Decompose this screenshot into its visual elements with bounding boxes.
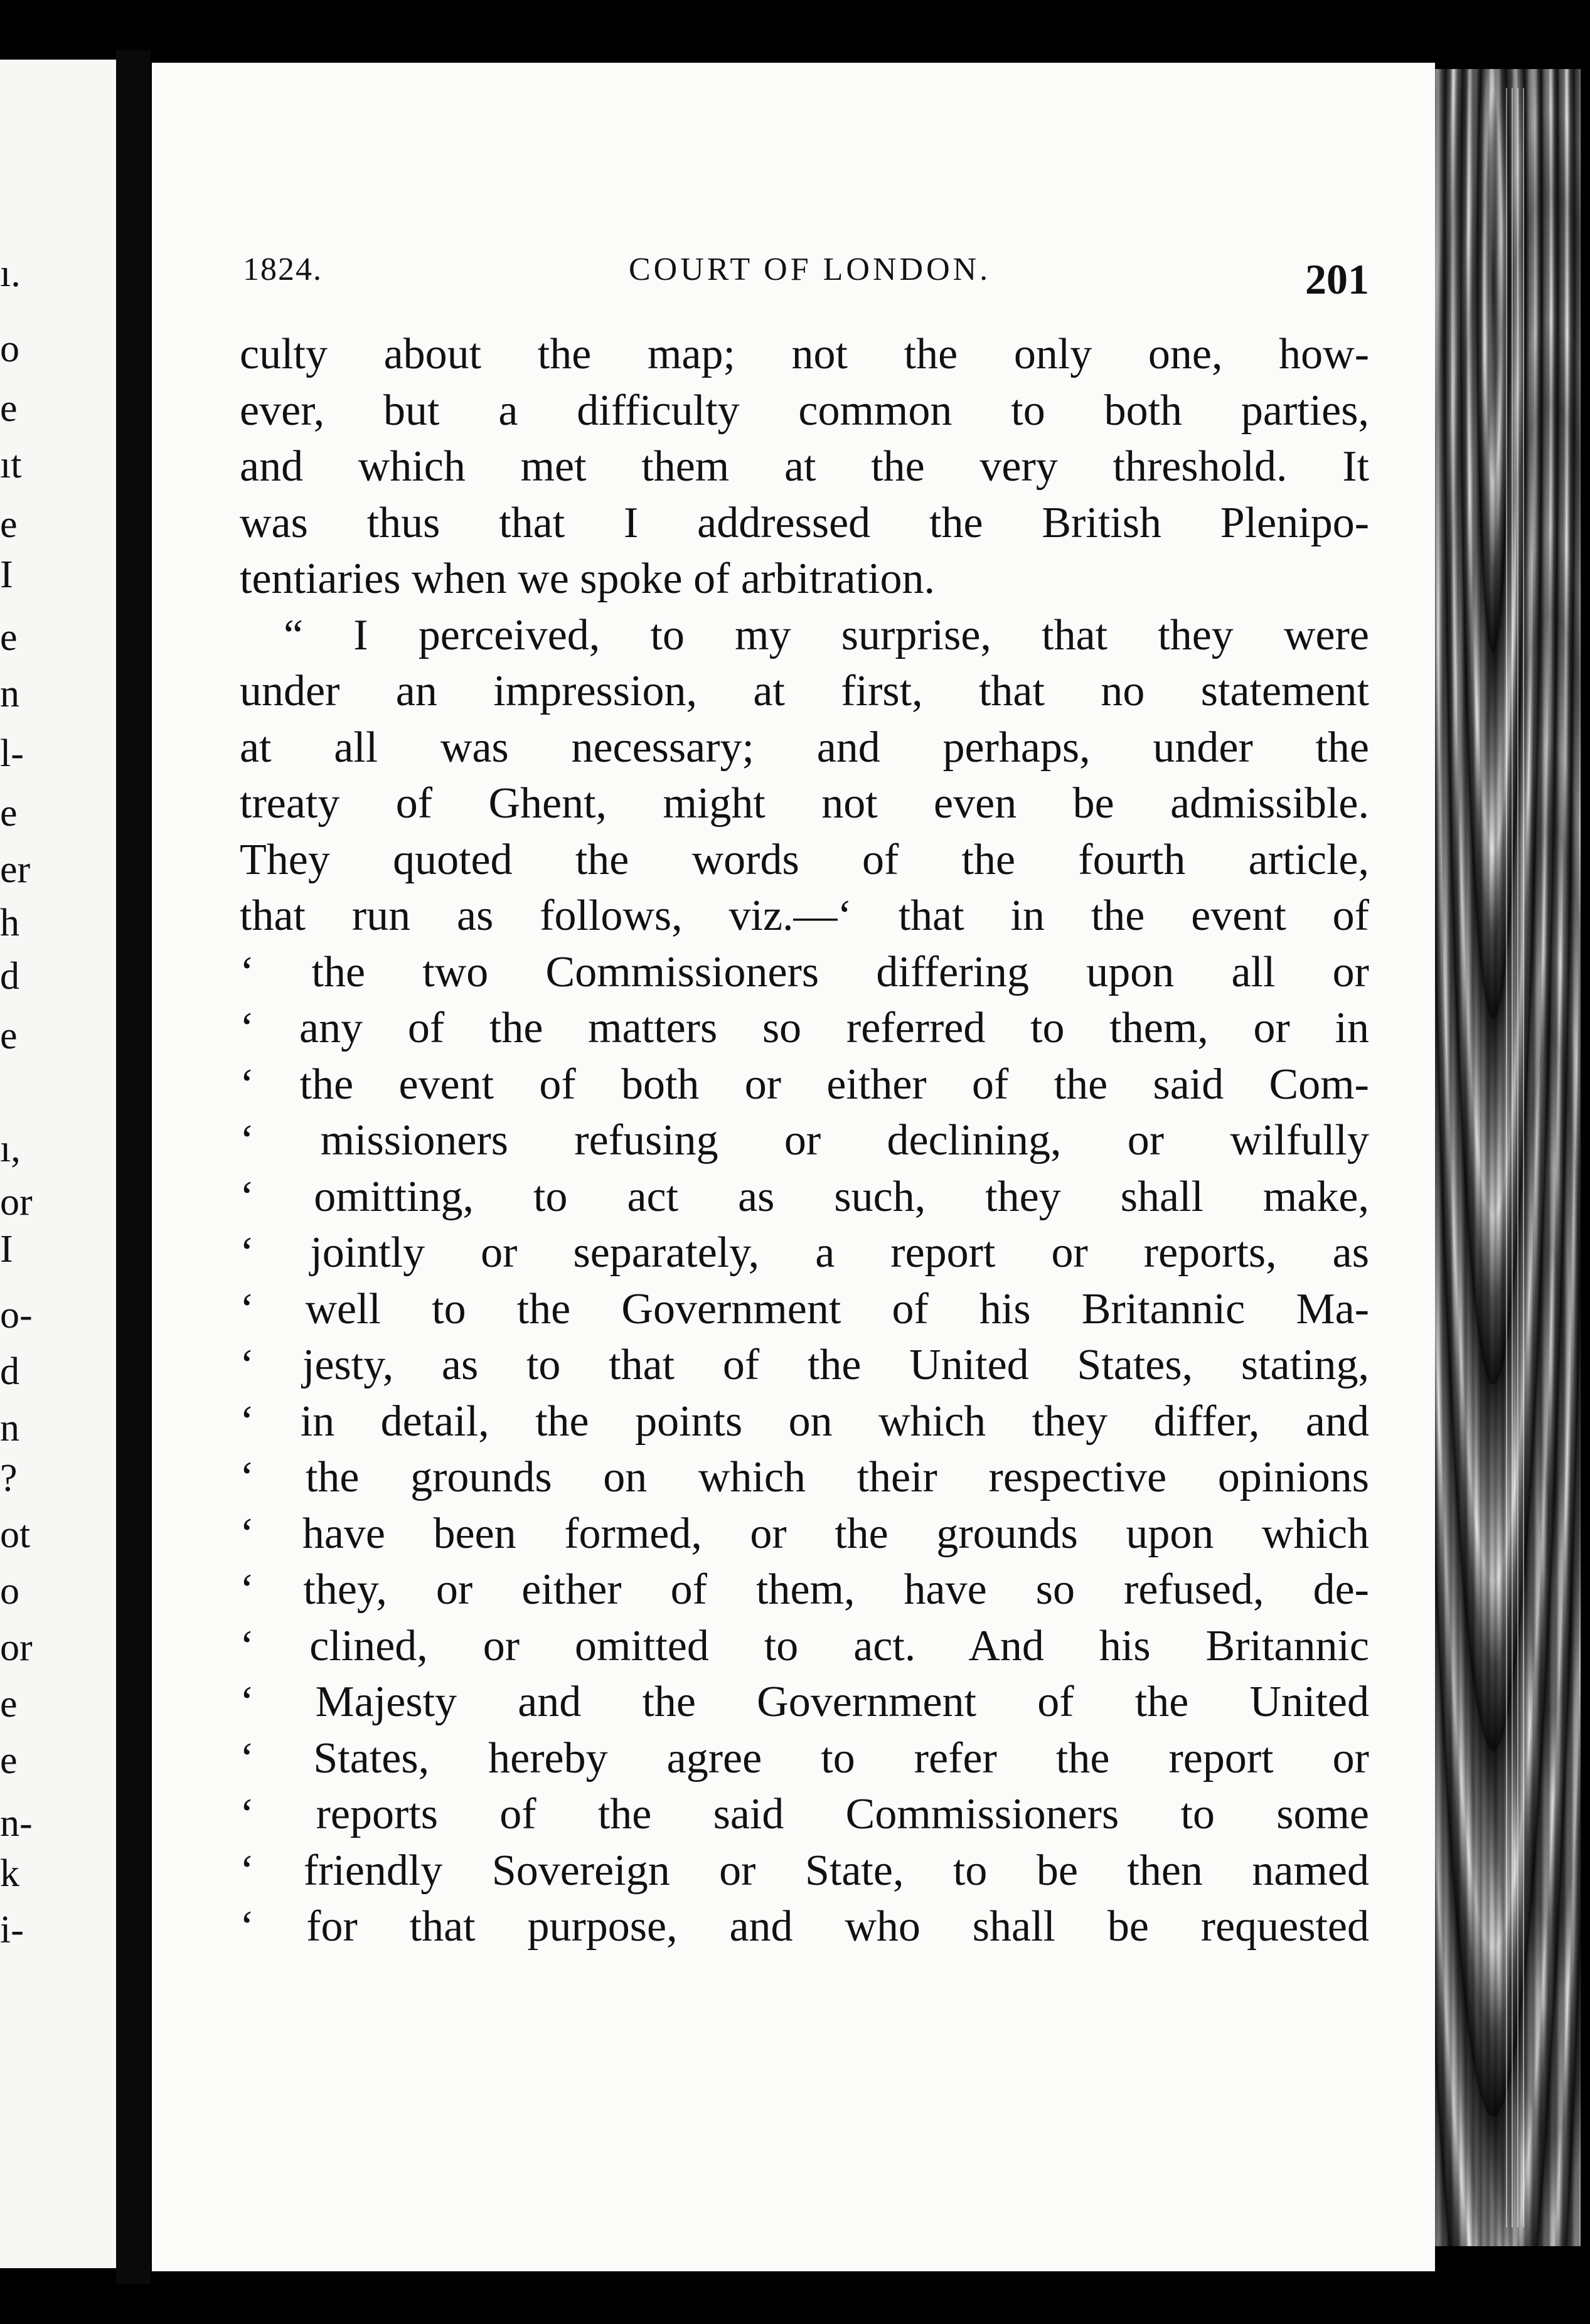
facing-page-char: n- [0,1802,33,1845]
facing-page-char: e [0,387,18,430]
facing-page-char: or [0,1181,33,1223]
book-gutter [116,50,151,2284]
text-line: ‘ any of the matters so referred to them, or in [240,1004,1369,1052]
facing-page-char: e [0,1739,18,1782]
text-line: ‘ friendly Sovereign or State, to be then named [240,1846,1369,1895]
text-line: “ I perceived, to my surprise, that they were [284,610,1369,659]
facing-page-char: o [0,328,19,370]
text-line: ‘ States, hereby agree to refer the report or [240,1734,1369,1783]
text-line: ‘ the event of both or either of the said Com- [240,1060,1369,1109]
facing-page-char: ı. [0,252,21,295]
facing-page-char: e [0,616,18,659]
facing-page-char: i- [0,1909,24,1951]
running-title: COURT OF LONDON. [629,252,991,287]
facing-page-char: I [0,553,13,596]
text-line: ‘ the grounds on which their respective opinions [240,1453,1369,1501]
text-line: ‘ have been formed, or the grounds upon which [240,1509,1369,1558]
text-line: ever, but a difficulty common to both parties, [240,386,1369,435]
page-stack-lines [1506,88,1525,2227]
text-line: ‘ in detail, the points on which they differ, and [240,1397,1369,1446]
text-line: ‘ Majesty and the Government of the United [240,1678,1369,1726]
text-line: ‘ omitting, to act as such, they shall make, [240,1172,1369,1221]
text-line: culty about the map; not the only one, how- [240,330,1369,378]
text-line: They quoted the words of the fourth article, [240,835,1369,884]
facing-page-char: n [0,673,19,715]
text-line: ‘ well to the Government of his Britannic Ma- [240,1284,1369,1333]
facing-page-edge [0,60,116,2268]
facing-page-char: o- [0,1294,33,1336]
facing-page-char: I [0,1228,13,1271]
facing-page-char: l- [0,732,24,775]
header-year: 1824. [243,252,323,287]
facing-page-char: d [0,1350,19,1393]
text-line: ‘ missioners refusing or declining, or wilfully [240,1116,1369,1165]
facing-page-char: e [0,792,18,834]
facing-page-char: er [0,848,31,891]
text-line: tentiaries when we spoke of arbitration. [240,555,935,603]
text-line: under an impression, at first, that no statement [240,667,1369,715]
facing-page-char: ot [0,1513,31,1556]
text-line: ‘ they, or either of them, have so refused, de- [240,1565,1369,1614]
facing-page-char: d [0,955,19,998]
text-line: and which met them at the very threshold. It [240,442,1369,491]
text-line: treaty of Ghent, might not even be admissible. [240,779,1369,828]
facing-page-char: e [0,1683,18,1725]
book-page [152,63,1435,2271]
page-number: 201 [1305,255,1369,303]
text-line: ‘ clined, or omitted to act. And his Britannic [240,1621,1369,1670]
facing-page-char: n [0,1407,19,1449]
text-line: ‘ jesty, as to that of the United States, stating, [240,1341,1369,1389]
facing-page-char: ıt [0,444,22,486]
facing-page-char: ? [0,1457,18,1500]
facing-page-char: h [0,902,19,944]
facing-page-char: e [0,503,18,546]
text-line: ‘ for that purpose, and who shall be requested [240,1902,1369,1951]
facing-page-char: k [0,1852,19,1895]
text-line: that run as follows, viz.—‘ that in the event of [240,892,1369,940]
text-line: ‘ reports of the said Commissioners to some [240,1790,1369,1838]
facing-page-char: or [0,1626,33,1669]
text-line: ‘ jointly or separately, a report or reports, as [240,1229,1369,1277]
facing-page-char: e [0,1015,18,1057]
running-header [243,251,1369,314]
text-line: at all was necessary; and perhaps, under the [240,723,1369,772]
facing-page-char: ı, [0,1127,21,1170]
text-line: ‘ the two Commissioners differing upon all or [240,947,1369,996]
text-line: was thus that I addressed the British Plenipo- [240,498,1369,547]
facing-page-char: o [0,1570,19,1612]
body-text [240,326,1369,1955]
